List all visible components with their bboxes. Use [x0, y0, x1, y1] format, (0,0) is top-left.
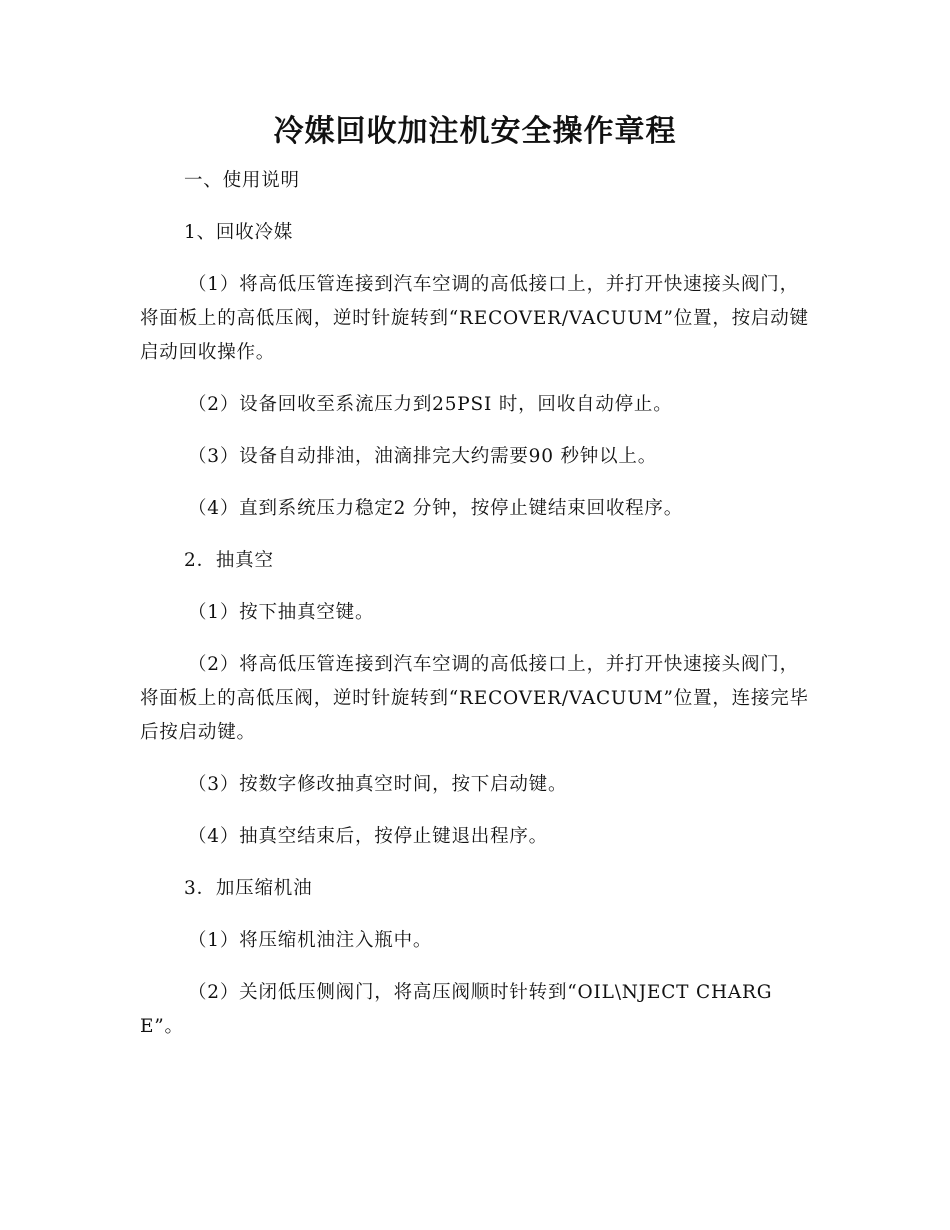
subsection-heading-vacuum: 2．抽真空 — [184, 550, 274, 571]
section-heading-usage: 一、使用说明 — [184, 170, 300, 191]
document-body — [140, 164, 815, 1062]
document-title: 冷媒回收加注机安全操作章程 — [273, 114, 677, 149]
paragraph-recover-step-2: （2）设备回收至系流压力到25PSI 时，回收自动停止。 — [188, 394, 673, 415]
paragraph-vacuum-step-2: （2）将高低压管连接到汽车空调的高低接口上，并打开快速接头阀门，将面板上的高低压阀，逆时针旋转到“RECOVER/VACUUM”位置，连接完毕后按启动键。 — [140, 654, 809, 743]
paragraph-recover-step-3: （3）设备自动排油，油滴排完大约需要90 秒钟以上。 — [188, 446, 657, 467]
paragraph-vacuum-step-3: （3）按数字修改抽真空时间，按下启动键。 — [188, 774, 568, 795]
paragraph-oil-step-1: （1）将压缩机油注入瓶中。 — [188, 930, 433, 951]
paragraph-vacuum-step-1: （1）按下抽真空键。 — [188, 602, 375, 623]
paragraph-recover-step-4: （4）直到系统压力稳定2 分钟，按停止键结束回收程序。 — [188, 498, 684, 519]
paragraph-vacuum-step-4: （4）抽真空结束后，按停止键退出程序。 — [188, 826, 548, 847]
paragraph-oil-step-2: （2）关闭低压侧阀门，将高压阀顺时针转到“OIL\NJECT CHARGE”。 — [140, 982, 773, 1037]
subsection-heading-oil: 3．加压缩机油 — [184, 878, 313, 899]
paragraph-recover-step-1: （1）将高低压管连接到汽车空调的高低接口上，并打开快速接头阀门，将面板上的高低压阀，逆时针旋转到“RECOVER/VACUUM”位置，按启动键启动回收操作。 — [140, 274, 809, 363]
subsection-heading-recover: 1、回收冷媒 — [184, 222, 294, 243]
